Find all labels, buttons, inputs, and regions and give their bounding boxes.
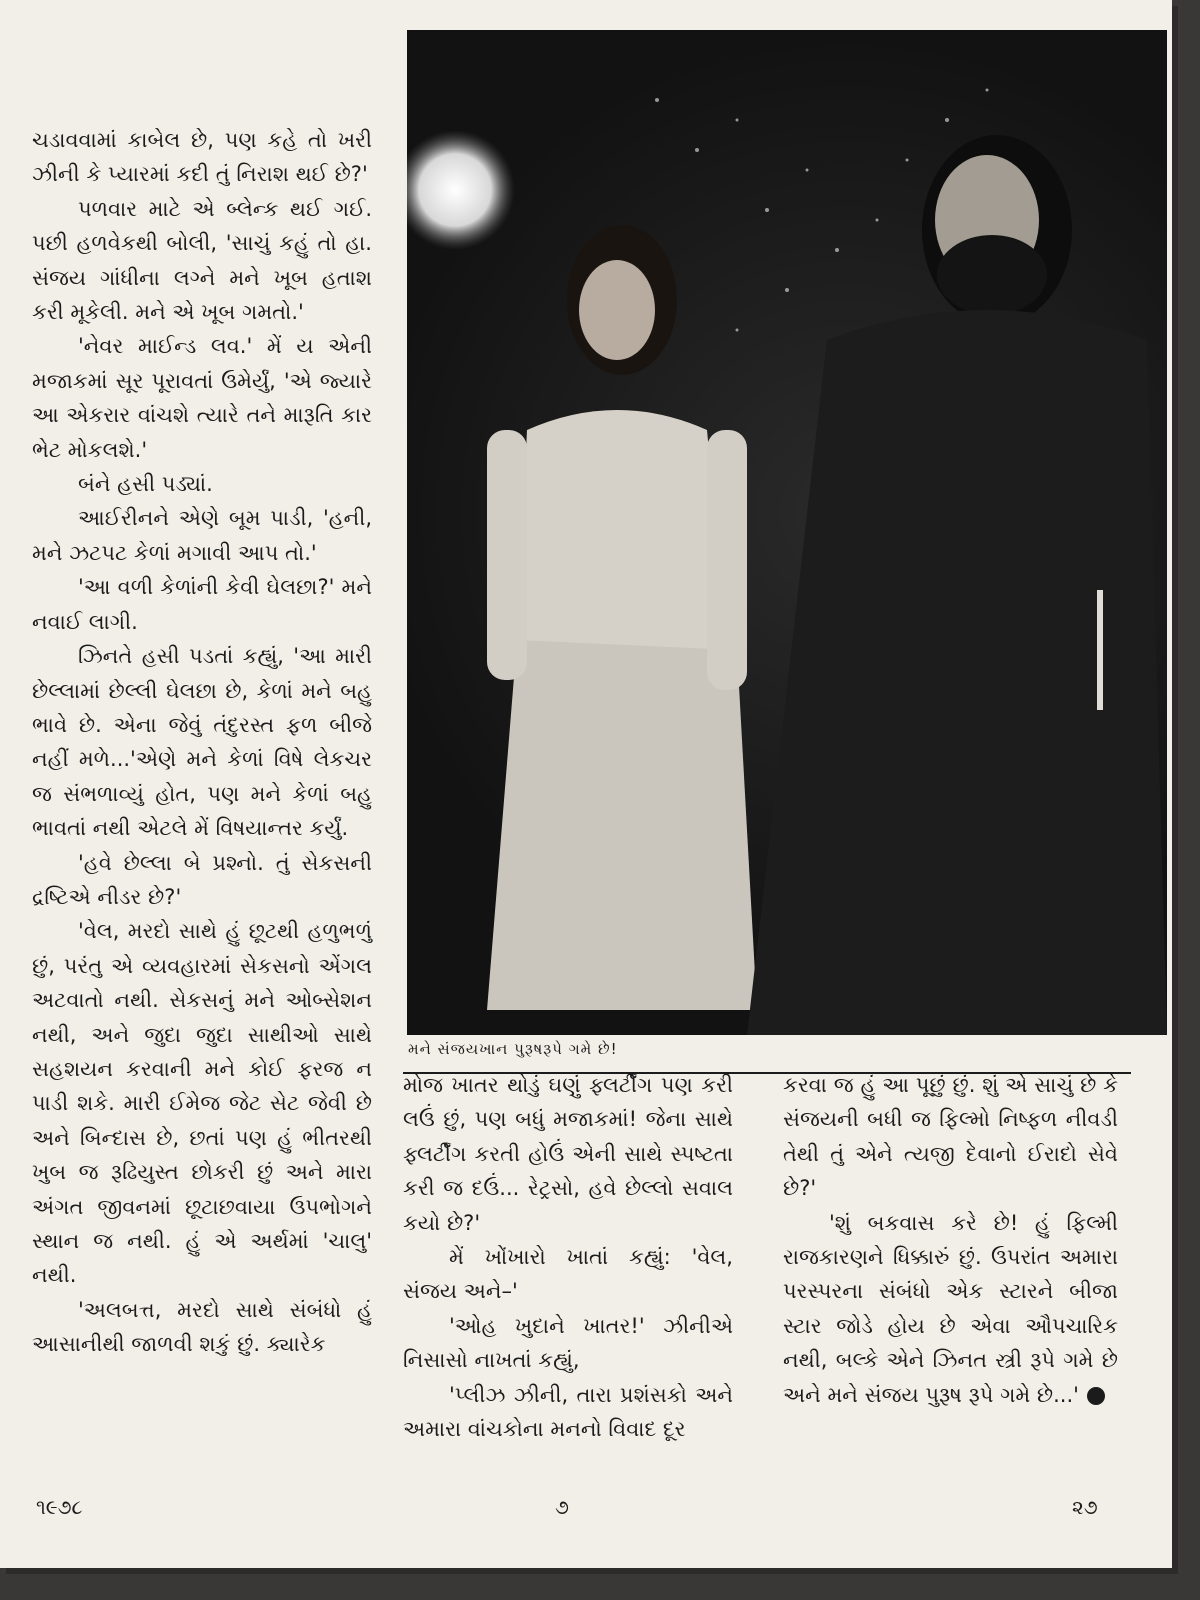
paragraph: 'શું બકવાસ કરે છે! હું ફિલ્મી રાજકારણને ધિક્કારું છું. ઉપરાંત અમારા પરસ્પરના સંબંધો એક સ્ટારને બીજા સ્ટાર જોડે હોય છે એવા ઔપચારિક નથી, બલ્કે એને ઝિનત સ્ત્રી રૂપે ગમે છે અને મને સંજય પુરૂષ રૂપે ગમે છે...' xyxy=(783,1210,1118,1407)
paragraph: 'નેવર માઈન્ડ લવ.' મેં ય એની મજાકમાં સૂર પૂરાવતાં ઉમેર્યું, 'એ જ્યારે આ એકરાર વાંચશે ત્યારે તને મારૂતિ કાર ભેટ મોકલશે.' xyxy=(32,334,372,462)
page-number: ૨૭ xyxy=(1072,1495,1098,1519)
paragraph: 'ઓહ ખુદાને ખાતર!' ઝીનીએ નિસાસો નાખતાં કહ્યું, xyxy=(403,1313,733,1373)
paragraph: કરવા જ હું આ પૂછું છું. શું એ સાચું છે કે સંજયની બધી જ ફિલ્મો નિષ્ફળ નીવડી તેથી તું એને ત્યજી દેવાનો ઈરાદો સેવે છે?' xyxy=(783,1073,1118,1201)
paragraph: પળવાર માટે એ બ્લેન્ક થઈ ગઈ. પછી હળવેકથી બોલી, 'સાચું કહું તો હા. સંજય ગાંધીના લગ્ને મને ખૂબ હતાશ કરી મૂકેલી. મને એ ખૂબ ગમતો.' xyxy=(32,196,372,325)
photo-caption: મને સંજયખાન પુરૂષરૂપે ગમે છે! xyxy=(408,1040,618,1058)
paragraph: 'પ્લીઝ ઝીની, તારા પ્રશંસકો અને અમારા વાંચકોના મનનો વિવાદ દૂર xyxy=(403,1382,733,1442)
folio-issue: ૭ xyxy=(555,1495,569,1519)
middle-text-column xyxy=(403,1068,733,1446)
paragraph: 'આ વળી કેળાંની કેવી ઘેલછા?' મને નવાઈ લાગી. xyxy=(32,575,372,634)
paragraph: 'અલબત્ત, મરદો સાથે સંબંધો હું આસાનીથી જાળવી શકું છું. ક્યારેક xyxy=(32,1297,372,1357)
paragraph: મોજ ખાતર થોડું ઘણું ફ્લર્ટીંગ પણ કરી લઉં છું, પણ બધું મજાકમાં! જેના સાથે ફ્લર્ટીંગ કરતી હોઉં એની સાથે સ્પષ્ટતા કરી જ દઉં... રેટ્રસો, હવે છેલ્લો સવાલ કયો છે?' xyxy=(403,1073,733,1235)
photo-illustration xyxy=(407,30,1167,1035)
left-text-column xyxy=(32,123,372,1362)
paragraph: 'હવે છેલ્લા બે પ્રશ્નો. તું સેકસની દ્રષ્ટિએ નીડર છે?' xyxy=(32,850,372,909)
right-text-column xyxy=(783,1068,1118,1412)
paragraph: ઝિનતે હસી પડતાં કહ્યું, 'આ મારી છેલ્લામાં છેલ્લી ઘેલછા છે, કેળાં મને બહુ ભાવે છે. એના જેવું તંદુરસ્ત ફળ બીજે નહીં મળે...'એણે મને કેળાં વિષે લેકચર જ સંભળાવ્યું હોત, પણ મને કેળાં બહુ ભાવતાં નથી એટલે મેં વિષયાન્તર કર્યું. xyxy=(32,644,372,841)
end-mark-icon xyxy=(1087,1387,1105,1405)
paragraph: ચડાવવામાં કાબેલ છે, પણ કહે તો ખરી ઝીની કે પ્યારમાં કદી તું નિરાશ થઈ છે?' xyxy=(32,128,372,187)
paragraph: બંને હસી પડ્યાં. xyxy=(78,472,213,497)
paragraph: 'વેલ, મરદો સાથે હું છૂટથી હળુભળું છું, પરંતુ એ વ્યવહારમાં સેકસનો એંગલ અટવાતો નથી. સેકસનું મને ઓબ્સેશન નથી, અને જુદા જુદા સાથીઓ સાથે સહશયન કરવાની મને કોઈ ફરજ ન પાડી શકે. મારી ઈમેજ જેટ સેટ જેવી છે અને બિન્દાસ છે, છતાં પણ હું ભીતરથી ખુબ જ રૂઢિયુસ્ત છોકરી છું અને મારા અંગત જીવનમાં છૂટાછવાયા ઉપભોગને સ્થાન જ નથી. હું એ અર્થમાં 'ચાલુ' નથી. xyxy=(32,919,372,1288)
light-orb xyxy=(407,130,515,250)
paragraph: મેં ખોંખારો ખાતાં કહ્યું: 'વેલ, સંજય અને–' xyxy=(403,1245,733,1304)
paragraph: આઈરીનને એણે બૂમ પાડી, 'હની, મને ઝટપટ કેળાં મગાવી આપ તો.' xyxy=(32,506,372,565)
paragraph-with-end-mark xyxy=(783,1206,1118,1412)
folio-year: ૧૯૭૮ xyxy=(36,1495,83,1519)
man-figure xyxy=(747,135,1167,1035)
woman-figure xyxy=(487,225,757,1010)
photograph xyxy=(407,30,1167,1035)
